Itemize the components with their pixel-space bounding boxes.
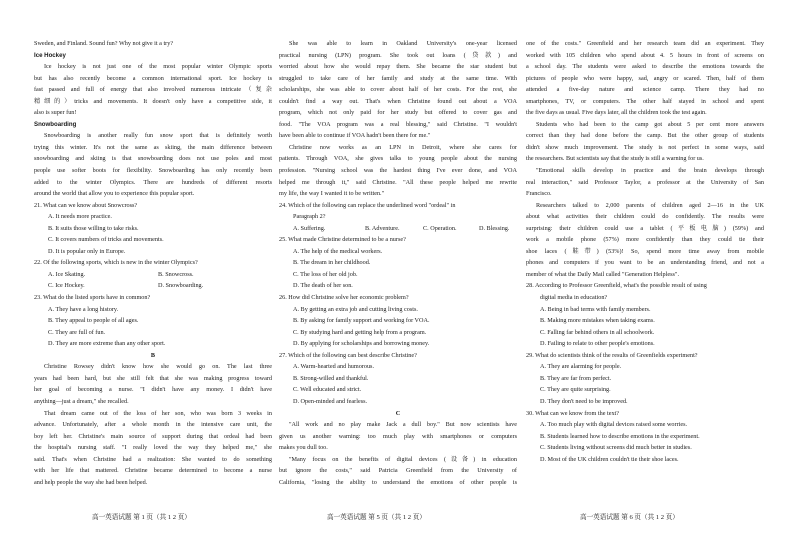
text-line: work a mobile phone (57%) more confidently than they could tie their (526, 236, 764, 244)
column-1 (34, 38, 272, 508)
text-line: Ice hockey is not just one of the most popular winter Olympic sports (44, 63, 272, 71)
text-line: practical nursing (LPN) program. She took out loans (贷款) and (279, 51, 517, 59)
text-line: people use softer boots for flexibility. Snowboarding has only recently been (34, 167, 272, 175)
text-line: worried about how she would repay them. She became the star student but (279, 63, 517, 71)
option-26b: B. By asking for family support and working for VOA. (293, 317, 430, 325)
text-line: anything—just a dream," she recalled. (34, 397, 129, 405)
text-line: attended a five-day nature and science camp. There they had no (526, 86, 764, 94)
column-2 (279, 38, 517, 508)
text-line: Sweden, and Finland. Sound fun? Why not give it a try? (34, 40, 174, 47)
option-21c: C. It covers numbers of tricks and movements. (48, 236, 164, 244)
text-line: pictures of people who were happy, sad, angry or scared. Then, half of them (526, 74, 764, 82)
option-23d: D. They are more extreme than any other sport. (48, 340, 166, 348)
text-line: patients. Through VOA, she gives talks to young people about the nursing (279, 155, 517, 163)
question-26: 26. How did Christine solve her economic problem? (279, 294, 409, 302)
text-line: advance. Unfortunately, after a whole month in the intensive care unit, the (34, 421, 272, 429)
text-line: smartphones, TV, or computers. The other half stayed in school and spent (526, 97, 764, 105)
heading-snowboarding: Snowboarding (34, 120, 77, 128)
option-21a: A. It needs more practice. (48, 213, 112, 221)
option-26d: D. By applying for scholarships and borrowing money. (293, 340, 430, 348)
option-26c: C. By studying hard and getting help from a program. (293, 328, 427, 336)
option-22b: B. Snowcross. (158, 270, 194, 278)
option-27c: C. Well educated and strict. (293, 386, 362, 394)
question-21: 21. What can we know about Snowcross? (34, 201, 138, 209)
question-24-cont: Paragraph 2? (293, 213, 326, 221)
question-22: 22. Of the following sports, which is new in the winter Olympics? (34, 259, 198, 267)
text-line: one of the costs." Greenfield and her research team did an experiment. They (526, 40, 764, 47)
text-line: member of what the Daily Mail called "Generation Helpless". (526, 270, 679, 278)
question-30: 30. What can we know from the text? (526, 409, 620, 417)
option-23a: A. They have a long history. (48, 305, 119, 313)
option-30c: C. Students living without screens did much better in studies. (540, 444, 692, 452)
text-line: my life, the way I wanted it to be written." (279, 190, 385, 198)
text-line: added to the winter Olympics. There are hundreds of different resorts (34, 178, 272, 186)
option-28a: A. Being in bad terms with family members. (540, 305, 651, 313)
text-line: given us another warning: too much play with smartphones or computers (279, 432, 517, 440)
option-27a: A. Warm-hearted and humorous. (293, 363, 375, 371)
text-line: a school day. The students were asked to describe the emotions towards the (526, 63, 764, 71)
text-line: "Many focus on the benefits of digital devices (设备) in education (289, 455, 517, 463)
question-28-cont: digital media in education? (540, 294, 608, 302)
text-line: said. That's when Christine had a realization: She wanted to do something (34, 455, 272, 463)
column-3 (526, 38, 764, 508)
text-line: Students who had been to the camp got about 5 per cent more answers (536, 120, 764, 128)
text-line: "Emotional skills develop in practice and the brain develops through (536, 167, 764, 175)
option-24a: A. Suffering. (293, 224, 326, 232)
text-line: have been able to continue if VOA hadn't been there for me." (279, 132, 431, 140)
text-line: around the world that allow you to experience this popular sport. (34, 190, 195, 198)
text-line: trying this winter. It's not the same as skiing, the main difference between (34, 143, 272, 151)
option-26a: A. By getting an extra job and cutting living costs. (293, 305, 418, 313)
text-line: She was able to learn in Oakland University's one-year licensed (289, 40, 517, 47)
option-24c: C. Operation. (423, 224, 457, 232)
question-23: 23. What do the listed sports have in common? (34, 294, 151, 302)
text-line: couldn't find a way out. That's when Christine found out about a VOA (279, 97, 517, 105)
text-line: also is super fun! (34, 109, 77, 117)
option-22a: A. Ice Skating. (48, 270, 86, 278)
option-29a: A. They are alarming for people. (540, 363, 622, 371)
section-b-heading: B (150, 351, 156, 359)
text-line: the five days as usual. Five days later, all the children took the test again. (526, 109, 707, 117)
option-25a: A. The help of the medical workers. (293, 247, 383, 255)
option-24b: B. Adventure. (365, 224, 400, 232)
option-22d: D. Snowboarding. (158, 282, 204, 290)
text-line: worked with 105 children who spend about 4. 5 hours in front of screens on (526, 51, 764, 59)
option-28b: B. Making more mistakes when taking exams. (540, 317, 655, 325)
text-line: food. "The VOA program was a real blessing," said Christine. "I wouldn't (279, 120, 517, 128)
question-27: 27. Which of the following can best describe Christine? (279, 351, 417, 359)
text-line: real interaction," said Professor Taylor, a professor at the University of San (526, 178, 764, 186)
text-line: but ignore the costs," said Patricia Greenfield from the University of (279, 467, 517, 475)
text-line: phones and computers if you want to be an understanding friend, and not a (526, 259, 764, 267)
text-line: Christine now works as an LPN in Detroit, where she cares for (289, 143, 517, 151)
option-23c: C. They are full of fun. (48, 328, 106, 336)
text-line: with her life that mattered. Christine became determined to become a nurse (34, 467, 272, 475)
text-line: makes you dull too. (279, 444, 328, 452)
text-line: "All work and no play make Jack a dull boy." But now scientists have (289, 421, 517, 429)
text-line: Francisco. (526, 190, 552, 198)
text-line: the researchers. But scientists say that the study is still a warning for us. (526, 155, 704, 163)
text-line: That dream came out of the loss of her son, who was born 3 weeks in (44, 409, 272, 417)
text-line: about what activities their children could do confidently. The results were (526, 213, 764, 221)
text-line: shoe laces (鞋带) (53%)! So, spend more time away from mobile (526, 247, 764, 255)
option-30a: A. Too much play with digital devices raised some worries. (540, 421, 688, 429)
question-28: 28. According to Professor Greenfield, what's the possible result of using (526, 282, 707, 290)
text-line: scholarships, she was able to cover about half of her costs. For the rest, she (279, 86, 517, 94)
option-30d: D. Most of the UK children couldn't tie their shoe laces. (540, 455, 679, 463)
text-line: helped me through it," said Christine. "All these people helped me rewrite (279, 178, 517, 186)
option-29c: C. They are quite surprising. (540, 386, 611, 394)
option-27b: B. Strong-willed and thankful. (293, 374, 369, 382)
option-27d: D. Open-minded and fearless. (293, 397, 368, 405)
text-line: fast passed and full of energy that also involved numerous intricate（复杂 (34, 86, 272, 94)
text-line: struggled to take care of her family and study at the same time. With (279, 74, 517, 82)
question-24: 24. Which of the following can replace the underlined word "ordeal" in (279, 201, 456, 209)
question-25: 25. What made Christine determined to be a nurse? (279, 236, 406, 244)
option-29d: D. They don't need to be improved. (540, 397, 628, 405)
text-line: and help people the way she had been helped. (34, 478, 148, 486)
option-25b: B. The dream in her childhood. (293, 259, 371, 267)
option-21d: D. It is popular only in Europe. (48, 247, 126, 255)
page-footer-5: 高一英语试题 第 5 页（共 1 2 页） (327, 514, 426, 521)
option-22c: C. Ice Hockey. (48, 282, 85, 290)
text-line: 精细的）tricks and movements. It doesn't only have a competitive side, it (34, 97, 272, 105)
text-line: but has also recently become a common international sport. Ice hockey is (34, 74, 272, 82)
text-line: program, which not only paid for her study but offered to cover gas and (279, 109, 517, 117)
text-line: profession. "Nursing school was the hardest thing I've ever done, and VOA (279, 167, 517, 175)
page-footer-1: 高一英语试题 第 1 页（共 1 2 页） (92, 514, 191, 521)
options-24-row (279, 223, 517, 235)
option-29b: B. They are far from perfect. (540, 374, 612, 382)
section-c-heading: C (395, 409, 401, 417)
option-30b: B. Students learned how to describe emotions in the experiment. (540, 432, 700, 440)
option-28d: D. Failing to relate to other people's emotions. (540, 340, 655, 348)
option-21b: B. It suits those willing to take risks. (48, 224, 139, 232)
page-footer-6: 高一英语试题 第 6 页（共 1 2 页） (580, 514, 679, 521)
question-29: 29. What do scientists think of the results of Greenfields experiment? (526, 351, 698, 359)
text-line: years had been hard, but she still felt that she was making progress toward (34, 374, 272, 382)
options-22-row1 (34, 269, 272, 281)
text-line: Christine Rowsey didn't know how she would go on. The last three (44, 363, 272, 371)
text-line: surprising: their children could use a tablet (平板电脑) (59%) and (526, 224, 764, 232)
text-line: Snowboarding is another really fun snow sport that is definitely worth (44, 132, 272, 140)
text-line: Researchers talked to 2,000 parents of children aged 2—16 in the UK (536, 201, 764, 209)
text-line: California, "losing the ability to understand the emotions of other people is (279, 478, 517, 486)
text-line: her goal of becoming a nurse. "I didn't have any money. I didn't have (34, 386, 272, 394)
options-22-row2 (34, 280, 272, 292)
option-25d: D. The death of her son. (293, 282, 353, 290)
text-line: snowboarding and skiing is that snowboarding does not use poles and most (34, 155, 272, 163)
heading-ice-hockey: Ice Hockey (34, 51, 66, 59)
option-23b: B. They appeal to people of all ages. (48, 317, 139, 325)
text-line: didn't show much improvement. The study is not perfect in some ways, said (526, 143, 764, 151)
option-25c: C. The loss of her old job. (293, 270, 358, 278)
text-line: correct than they had done before the camp. But the other group of students (526, 132, 764, 140)
option-28c: C. Falling far behind others in all schoolwork. (540, 328, 655, 336)
option-24d: D. Blessing. (479, 224, 510, 232)
text-line: boy left her. Christine's main source of support during that ordeal had been (34, 432, 272, 440)
text-line: the hospital's nursing staff. "I really loved the way they helped me," she (34, 444, 272, 452)
